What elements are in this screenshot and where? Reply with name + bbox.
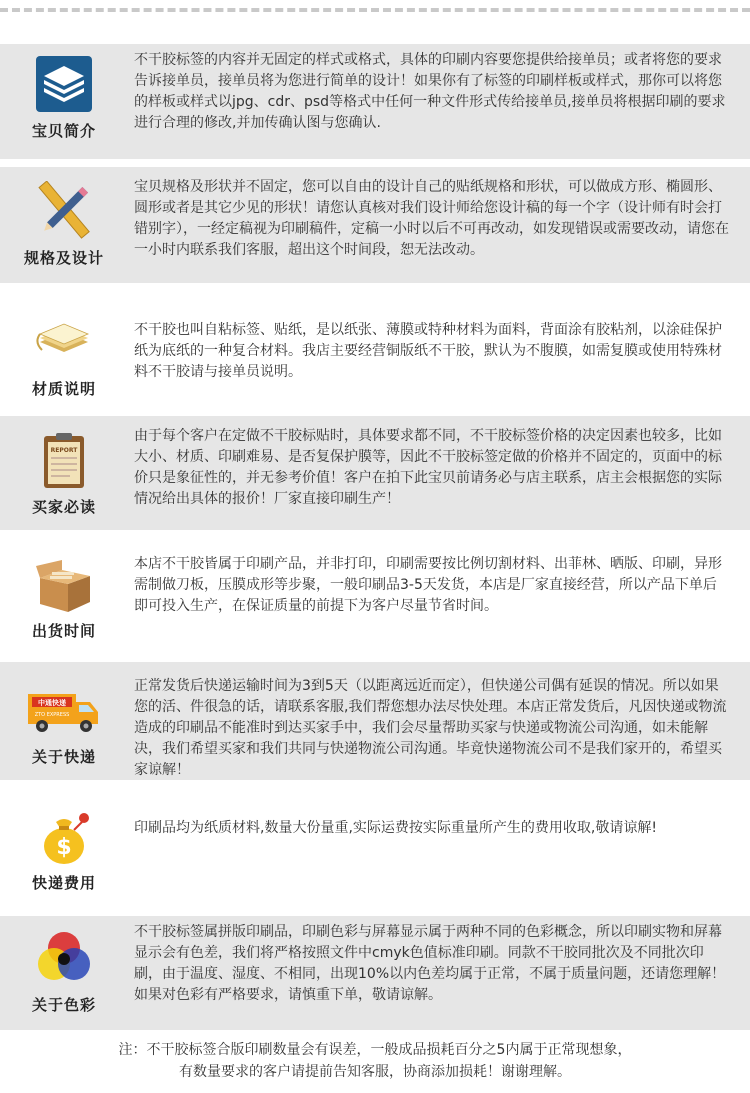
section-label: 规格及设计 [23, 249, 104, 267]
footer-note-line2: 有数量要求的客户请提前告知客服，协商添加损耗！谢谢理解。 [179, 1064, 571, 1080]
money-bag-icon [34, 806, 94, 866]
footer-note-line1: 注：不干胶标签合版印刷数量会有误差，一般成品损耗百分之5内属于正常现想象， [118, 1042, 632, 1058]
section-label: 快递费用 [31, 874, 96, 892]
section-color [0, 916, 750, 1030]
section-text: 本店不干胶皆属于印刷产品，并非打印，印刷需要按比例切割材料、出菲林、晒版、印刷，异形需制做刀板，压膜成形等步聚，一般印刷品3-5天发货，本店是厂家直接经营，所以产品下单后即可投入生产，在保证质量的前提下为客户尽量节省时间。 [134, 556, 722, 614]
report-badge-text: REPORT [50, 447, 78, 454]
section-label: 买家必读 [31, 498, 96, 516]
material-layers-icon [34, 312, 94, 372]
report-clipboard-icon [34, 430, 94, 490]
section-label: 关于快递 [31, 748, 96, 766]
section-courier-fee [0, 796, 750, 900]
courier-badge-text: 中通快递 [38, 699, 66, 707]
section-material [0, 290, 750, 402]
section-text: 印刷品均为纸质材料,数量大份量重,实际运费按实际重量所产生的费用收取,敬请谅解! [134, 820, 657, 836]
section-label: 关于色彩 [31, 996, 96, 1014]
stack-icon [34, 54, 94, 114]
section-text: 由于每个客户在定做不干胶标贴时，具体要求都不同，不干胶标签价格的决定因素也较多，比如大小、材质、印刷难易、是否复保护膜等，因此不干胶标签定做的价格并不固定的，页面中的标价只是象征性的，并无参考价值！客户在拍下此宝贝前请务必与店主联系，店主会根据您的实际情况给出具体的报价！厂家直接印刷生产！ [134, 428, 722, 507]
footer-note [0, 1039, 750, 1083]
color-circles-icon [34, 928, 94, 988]
section-text: 正常发货后快递运输时间为3到5天（以距离远近而定），但快递公司偶有延误的情况。所以如果您的活、件很急的话，请联系客服,我们帮您想办法尽快处理。本店正常发货后，凡因快递或物流造成的印刷品不能准时到达买家手中，我们会尽量帮助买家与快递或物流公司沟通，如未能解决，我们希望买家和我们共同与快递物流公司沟通。毕竟快递物流公司不是我们家开的，希望买家谅解！ [134, 678, 727, 778]
section-product-intro [0, 44, 750, 159]
section-text: 不干胶标签的内容并无固定的样式或格式，具体的印刷内容要您提供给接单员；或者将您的要求告诉接单员，接单员将为您进行简单的设计！如果你有了标签的印刷样板或样式，那你可以将您的样板或样式以jpg、cdr、psd等格式中任何一种文件形式传给接单员,接单员将根据印刷的要求进行合理的修改,并加传确认图与您确认. [134, 52, 726, 131]
section-courier [0, 662, 750, 780]
section-spec-design [0, 167, 750, 283]
section-text: 宝贝规格及形状并不固定，您可以自由的设计自己的贴纸规格和形状，可以做成方形、椭圆形、圆形或者是其它少见的形状！请您认真核对我们设计师给您设计稿的每一个字（设计师有时会打错别字），一经定稿视为印刷稿件，定稿一小时以后不可再改动，如发现错误或需要改动，请您在一小时内联系我们客服，超出这个时间段，恕无法改动。 [134, 179, 729, 258]
top-dashed-divider [0, 8, 750, 12]
section-label: 宝贝简介 [31, 122, 96, 140]
cardboard-box-icon [34, 554, 94, 614]
pencil-ruler-icon [34, 181, 94, 241]
money-badge-text: $ [56, 835, 72, 860]
section-buyer-notice [0, 416, 750, 530]
section-text: 不干胶也叫自粘标签、贴纸，是以纸张、薄膜或特种材料为面料，背面涂有胶粘剂，以涂硅保护纸为底纸的一种复合材料。我店主要经营铜版纸不干胶，默认为不腹膜，如需复膜或使用特殊材料不干胶请与接单员说明。 [134, 322, 722, 380]
section-shipping-time [0, 540, 750, 654]
delivery-truck-icon [34, 680, 94, 740]
section-label: 材质说明 [31, 380, 96, 398]
courier-badge-sub: ZTO EXPRESS [34, 712, 70, 718]
section-label: 出货时间 [31, 622, 96, 640]
section-text: 不干胶标签属拼版印刷品，印刷色彩与屏幕显示属于两种不同的色彩概念，所以印刷实物和屏幕显示会有色差，我们将严格按照文件中cmyk色值标准印刷。同款不干胶同批次及不同批次印刷，由于温度、湿度、不相同，出现10%以内色差均属于正常，不属于质量问题，还请您理解！如果对色彩有严格要求，请慎重下单，敬请谅解。 [134, 924, 726, 1003]
